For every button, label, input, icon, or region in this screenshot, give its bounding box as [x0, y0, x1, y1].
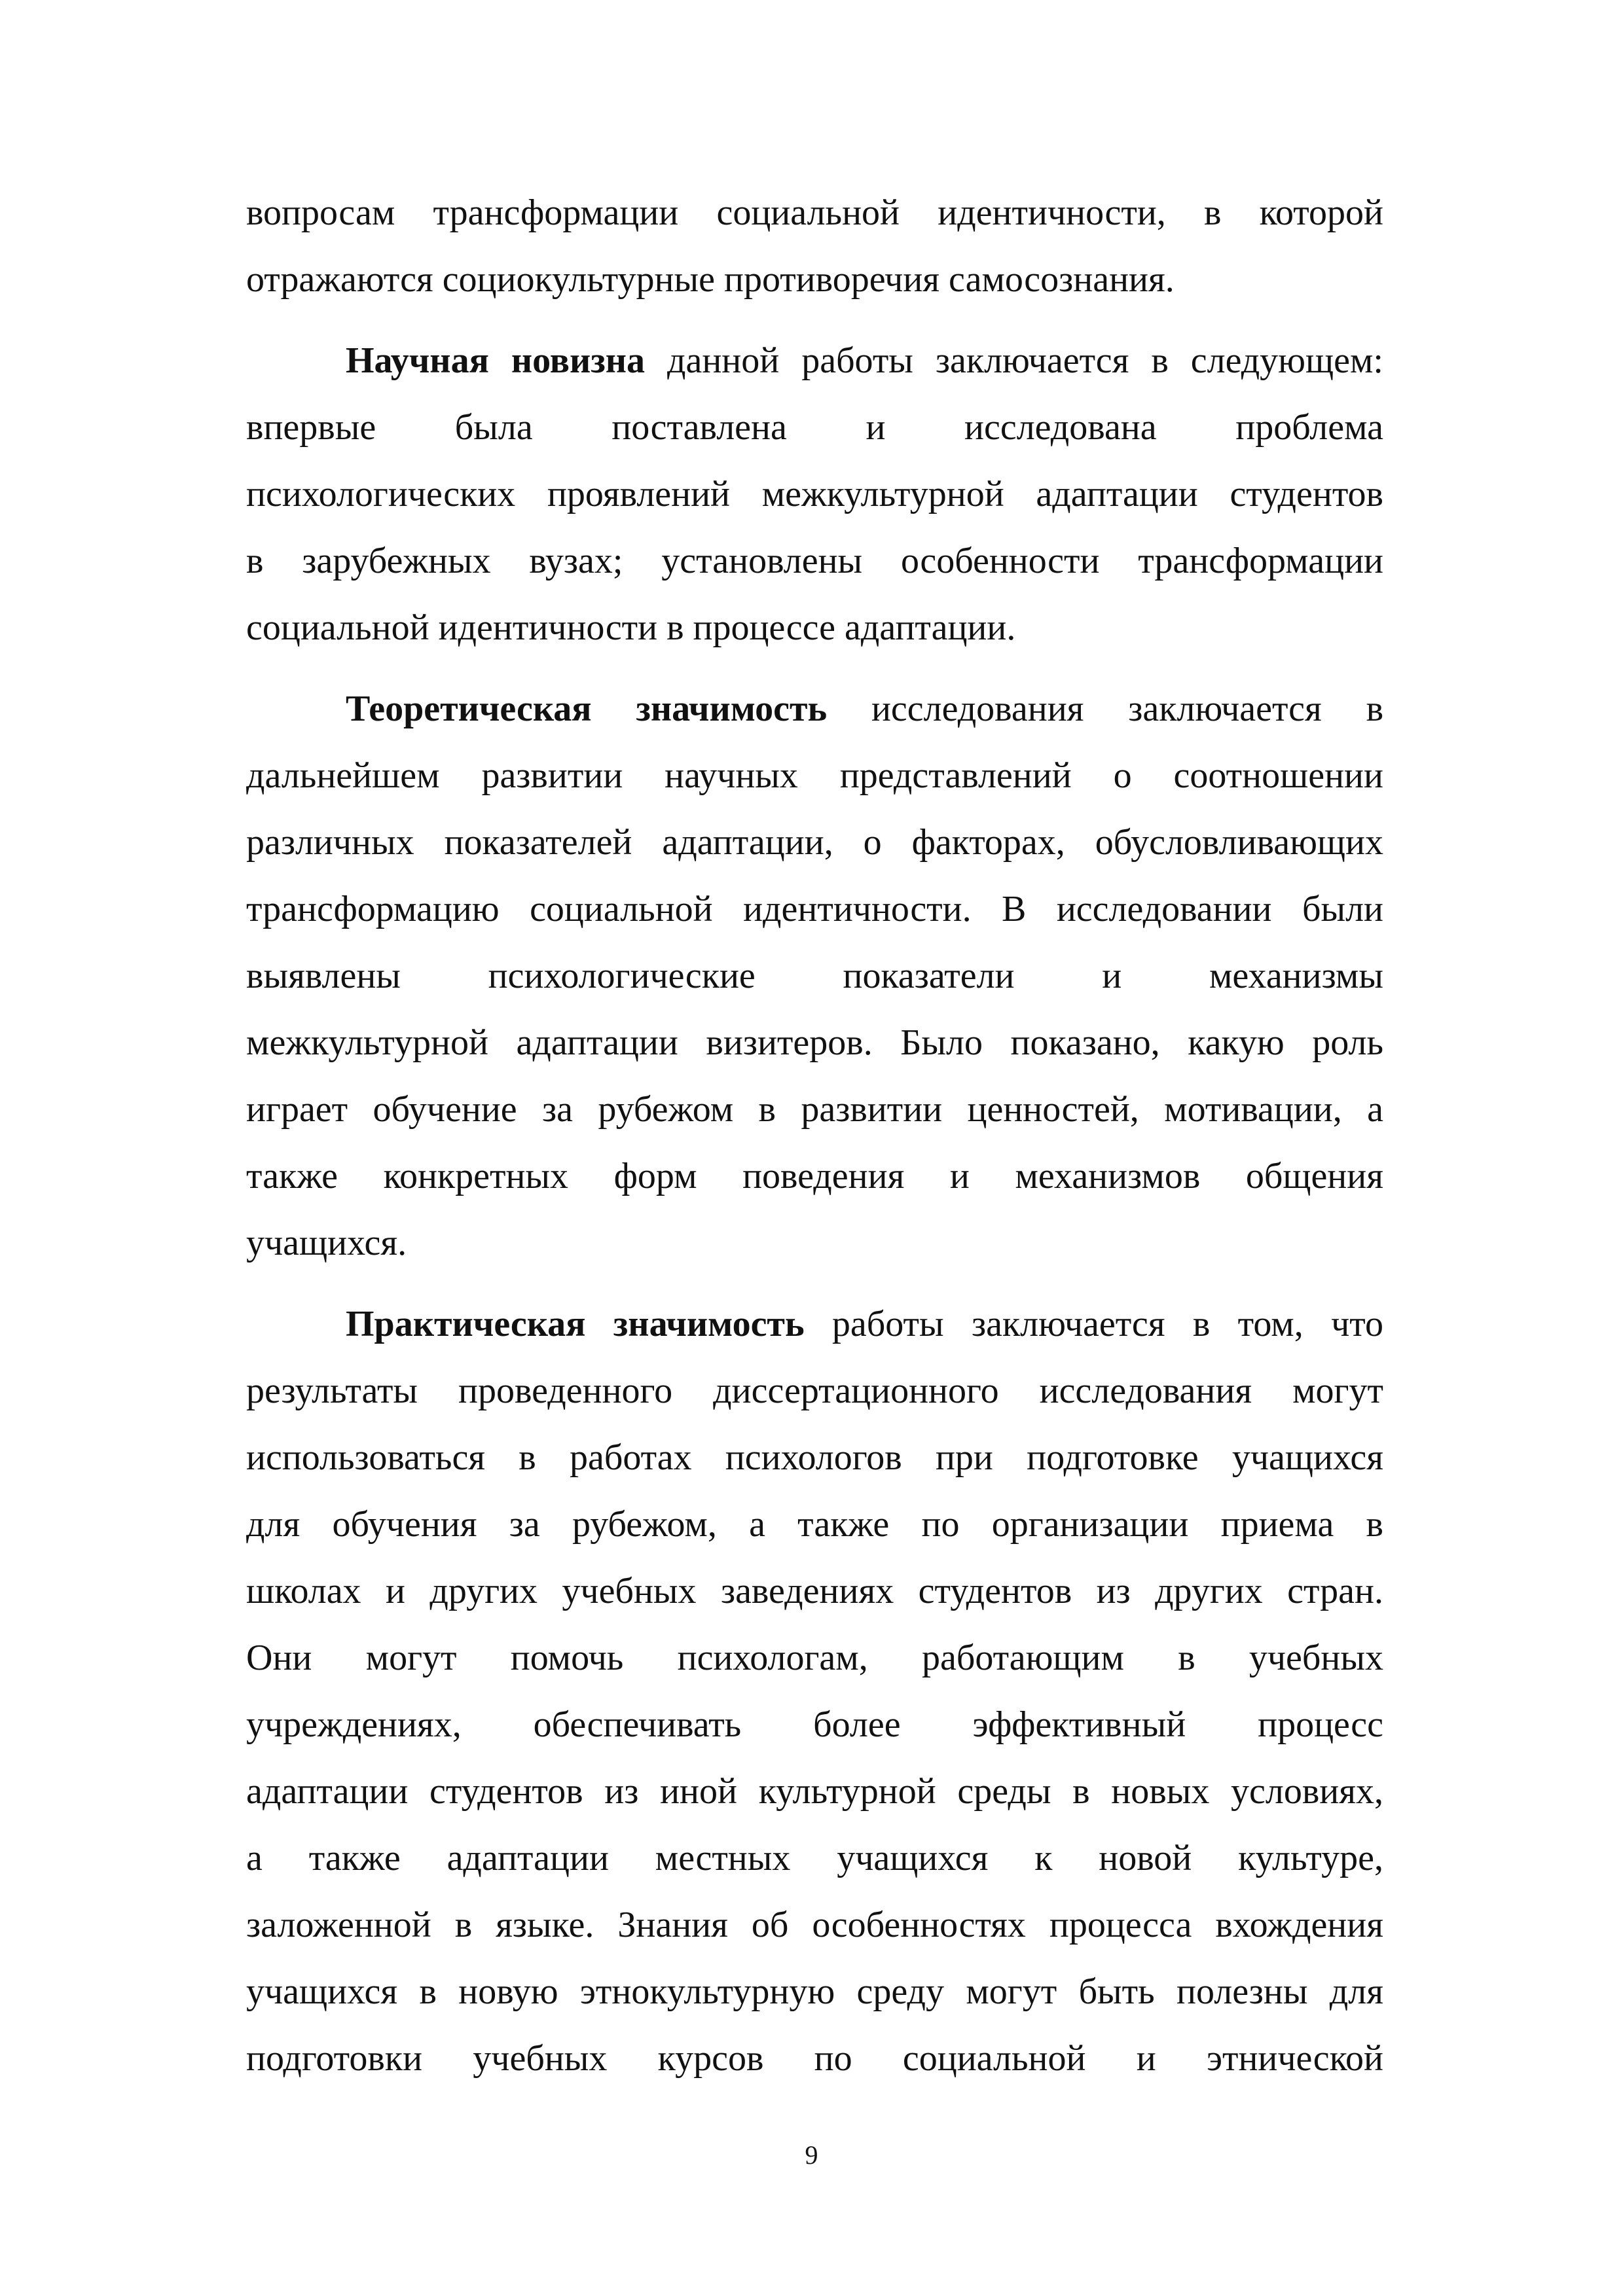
section-heading-novelty: Научная новизна: [346, 340, 645, 381]
text-line: играет обучение за рубежом в развитии ценностей, мотивации, а: [246, 1089, 1383, 1130]
text-line: [246, 675, 1383, 742]
text-line: для обучения за рубежом, а также по организации приема в: [246, 1504, 1383, 1545]
text-line: школах и других учебных заведениях студентов из других стран.: [246, 1571, 1383, 1611]
paragraph-practical-significance: [246, 1291, 1383, 2092]
text-line: трансформацию социальной идентичности. В исследовании были: [246, 889, 1383, 929]
text-line: [246, 1291, 1383, 1357]
page-number: 9: [805, 2140, 818, 2170]
text-line: учащихся.: [246, 1223, 407, 1263]
text-line: а также адаптации местных учащихся к новой культуре,: [246, 1838, 1383, 1878]
text-line: отражаются социокультурные противоречия самосознания.: [246, 259, 1175, 300]
text-line: впервые была поставлена и исследована проблема: [246, 407, 1383, 448]
text-line: результаты проведенного диссертационного исследования могут: [246, 1371, 1383, 1411]
paragraph-intro: [246, 179, 1383, 313]
text-line: вопросам трансформации социальной идентичности, в которой: [246, 192, 1383, 233]
text-line: подготовки учебных курсов по социальной и этнической: [246, 2038, 1383, 2079]
text-line: учащихся в новую этнокультурную среду могут быть полезны для: [246, 1971, 1383, 2012]
text-line: межкультурной адаптации визитеров. Было показано, какую роль: [246, 1022, 1383, 1063]
paragraph-theoretical-significance: [246, 675, 1383, 1276]
text-line: выявлены психологические показатели и механизмы: [246, 956, 1383, 996]
text-line: психологических проявлений межкультурной адаптации студентов: [246, 474, 1383, 514]
page-body: [246, 179, 1383, 2092]
section-heading-practice: Практическая значимость: [346, 1304, 805, 1344]
section-heading-theory: Теоретическая значимость: [346, 689, 828, 729]
text-line: заложенной в языке. Знания об особенностях процесса вхождения: [246, 1905, 1383, 1945]
paragraph-scientific-novelty: [246, 327, 1383, 661]
text-line: Они могут помочь психологам, работающим в учебных: [246, 1638, 1383, 1678]
text-line: социальной идентичности в процессе адаптации.: [246, 607, 1016, 648]
text-line: использоваться в работах психологов при подготовке учащихся: [246, 1437, 1383, 1478]
text-line: [246, 327, 1383, 394]
text-line: в зарубежных вузах; установлены особенности трансформации: [246, 541, 1383, 581]
text-run: работы заключается в том, что: [804, 1304, 1383, 1344]
text-run: данной работы заключается в следующем:: [645, 340, 1383, 381]
text-line: также конкретных форм поведения и механизмов общения: [246, 1156, 1383, 1196]
text-line: различных показателей адаптации, о факторах, обусловливающих: [246, 822, 1383, 863]
text-line: дальнейшем развитии научных представлений о соотношении: [246, 755, 1383, 796]
text-line: учреждениях, обеспечивать более эффективный процесс: [246, 1704, 1383, 1745]
text-line: адаптации студентов из иной культурной среды в новых условиях,: [246, 1771, 1383, 1812]
text-run: исследования заключается в: [827, 689, 1383, 729]
